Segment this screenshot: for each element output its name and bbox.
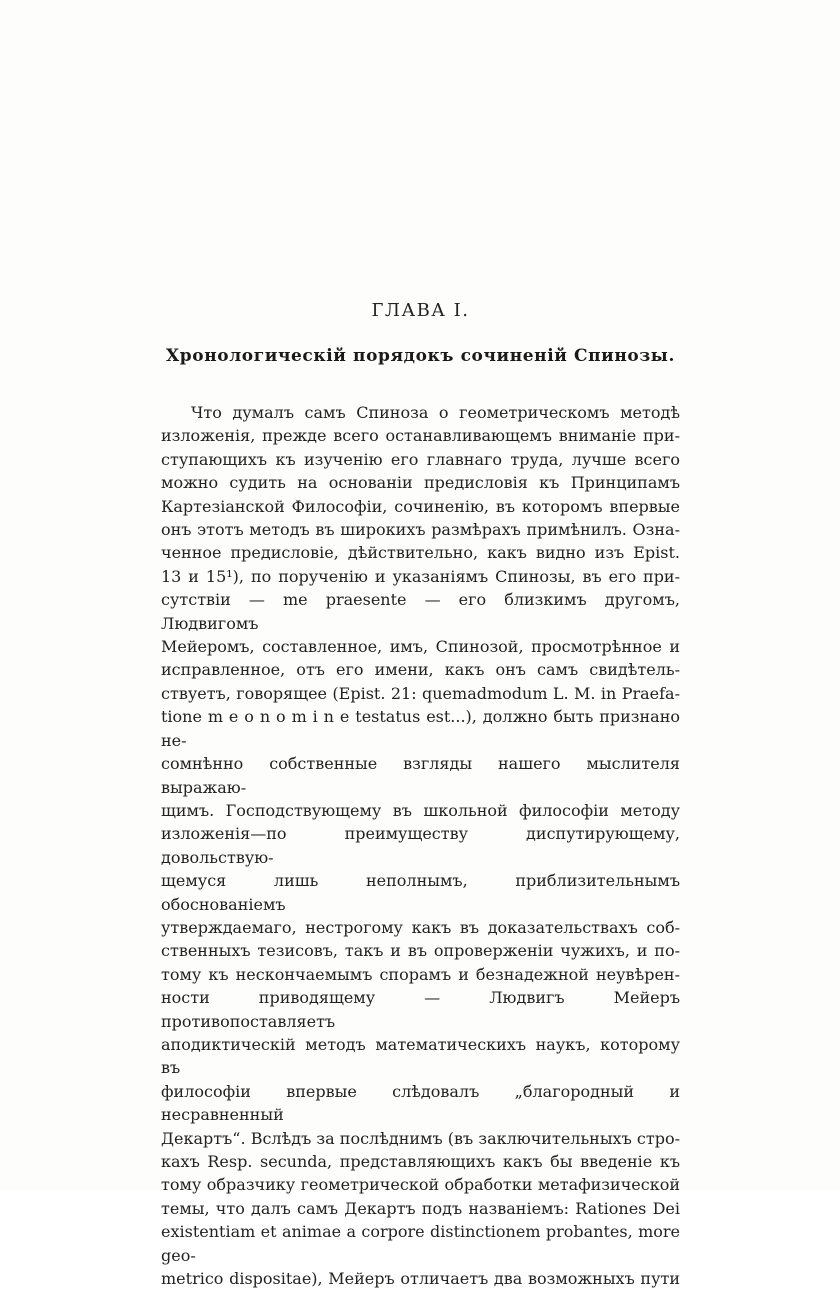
body-line: existentiam et animae a corpore distinctionem probantes, more geo-: [161, 1222, 680, 1265]
section-heading: Хронологическій порядокъ сочиненій Спинозы.: [166, 346, 675, 366]
body-text: [161, 401, 680, 1290]
body-line: Картезіанской Философіи, сочиненію, въ которомъ впервые: [161, 496, 680, 516]
body-line: темы, что далъ самъ Декартъ подъ названіемъ: Rationes Dei: [161, 1198, 680, 1218]
body-line: ченное предисловіе, дѣйствительно, какъ видно изъ Epist.: [161, 543, 680, 563]
chapter-title: ГЛАВА I.: [371, 300, 470, 321]
body-line: тому образчику геометрической обработки метафизической: [161, 1175, 680, 1195]
body-line: ности приводящему — Людвигъ Мейеръ противопоставляетъ: [161, 988, 680, 1031]
body-line: сомнѣнно собственные взгляды нашего мыслителя выражаю-: [161, 754, 680, 797]
body-line: утверждаемаго, нестрогому какъ въ доказательствахъ соб-: [161, 917, 680, 937]
body-line: можно судить на основаніи предисловія къ Принципамъ: [161, 473, 680, 493]
body-line: щимъ. Господствующему въ школьной философіи методу: [161, 800, 680, 820]
body-line: Мейеромъ, составленное, имъ, Спинозой, просмотрѣнное и: [161, 637, 680, 657]
body-line: исправленное, отъ его имени, какъ онъ самъ свидѣтель-: [161, 660, 680, 680]
body-line: сутствіи — me praesente — его близкимъ другомъ, Людвигомъ: [161, 590, 680, 633]
body-line: тому къ нескончаемымъ спорамъ и безнадежной неувѣрен-: [161, 964, 680, 984]
body-line: ствуетъ, говорящее (Epist. 21: quemadmodum L. M. in Praefa-: [161, 683, 680, 703]
text-block: [161, 0, 680, 1290]
body-line: философіи впервые слѣдовалъ „благородный и несравненный: [161, 1081, 680, 1125]
body-line: 13 и 15¹), по порученію и указаніямъ Спинозы, въ его при-: [161, 566, 680, 586]
body-line: Декартъ“. Вслѣдъ за послѣднимъ (въ заключительныхъ стро-: [161, 1128, 680, 1148]
body-line: кахъ Resp. secunda, представляющихъ какъ бы введеніе къ: [161, 1152, 680, 1171]
body-line: ственныхъ тезисовъ, такъ и въ опроверженіи чужихъ, и по-: [161, 941, 680, 961]
body-line: щемуся лишь неполнымъ, приблизительнымъ обоснованіемъ: [161, 871, 680, 914]
body-line: Что думалъ самъ Спиноза о геометрическомъ методѣ: [191, 403, 680, 422]
body-line: metrico dispositae), Мейеръ отличаетъ два возможныхъ пути: [161, 1269, 680, 1289]
body-line: tione m e o n o m i n e testatus est...), должно быть признано не-: [161, 707, 680, 750]
body-line: ступающихъ къ изученію его главнаго труда, лучше всего: [161, 449, 680, 469]
body-line: изложенія—по преимуществу диспутирующему, довольствую-: [161, 824, 680, 867]
body-line: аподиктическій методъ математическихъ наукъ, которому въ: [161, 1034, 680, 1078]
body-line: изложенія, прежде всего останавливающемъ вниманіе при-: [161, 426, 680, 446]
body-line: онъ этотъ методъ въ широкихъ размѣрахъ примѣнилъ. Озна-: [161, 520, 680, 540]
